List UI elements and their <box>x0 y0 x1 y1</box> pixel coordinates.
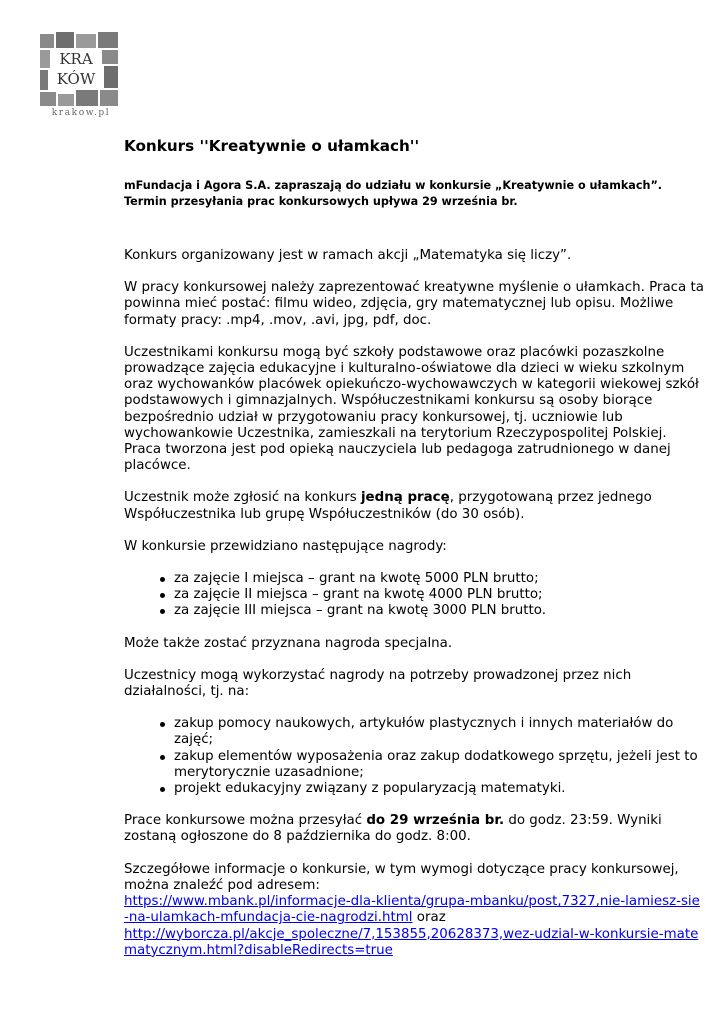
list-item: za zajęcie II miejsca – grant na kwotę 4000 PLN brutto; <box>174 587 704 603</box>
list-item: za zajęcie III miejsca – grant na kwotę 3000 PLN brutto. <box>174 603 704 619</box>
list-item: zakup pomocy naukowych, artykułów plastycznych i innych materiałów do zajęć; <box>174 716 704 748</box>
bold-one-work: jedną pracę <box>360 490 450 506</box>
list-item: za zajęcie I miejsca – grant na kwotę 5000 PLN brutto; <box>174 571 704 587</box>
lead-paragraph: mFundacja i Agora S.A. zapraszają do udziału w konkursie „Kreatywnie o ułamkach”. Termin przesyłania prac konkursowych upływa 29 września br. <box>124 179 663 208</box>
paragraph-participants: Uczestnikami konkursu mogą być szkoły podstawowe oraz placówki pozaszkolne prowadzące zajęcia edukacyjne i kulturalno-oświatowe dla dzieci w wieku szkolnym oraz wychowanków placówek opiekuńczo-wychowawczych w kategorii wiekowej szkół podstawowych i gimnazjalnych. Współuczestnikami konkursu są osoby biorące bezpośrednio udział w przygotowaniu pracy konkursowej, tj. uczniowie lub wychowankowie Uczestnika, zamieszkali na terytorium Rzeczypospolitej Polskiej. Praca tworzona jest pod opieką nauczyciela lub pedagoga zatrudnionego w danej placówce. <box>124 344 699 474</box>
paragraph-task: W pracy konkursowej należy zaprezentować kreatywne myślenie o ułamkach. Praca ta powinna mieć postać: filmu wideo, zdjęcia, gry matematycznej lub opisu. Możliwe formaty pracy: .mp4, .mov, .avi, jpg, pdf, doc. <box>124 280 704 328</box>
paragraph-entry: Uczestnik może zgłosić na konkurs jedną pracę, przygotowaną przez jednego Współuczestnika lub grupę Współuczestników (do 30 osób). <box>124 490 652 522</box>
uses-list <box>124 716 704 797</box>
paragraph-details: Szczegółowe informacje o konkursie, w tym wymogi dotyczące pracy konkursowej, można znaleźć pod adresem: https://www.mbank.pl/informacje-dla-klienta/grupa-mbanku/post,7327,nie-lamiesz-sie-na-ulamkach-mfundacja-cie-nagrodzi.html oraz http://wyborcza.pl/akcje_spoleczne/7,153855,20628373,wez-udzial-w-konkursie-matematycznym.html?disableRedirects=true <box>124 861 700 958</box>
svg-text:KÓW: KÓW <box>56 70 96 88</box>
paragraph-intro: Konkurs organizowany jest w ramach akcji „Matematyka się liczy”. <box>124 248 572 263</box>
page-title: Konkurs ''Kreatywnie o ułamkach'' <box>124 137 420 155</box>
mbank-link[interactable]: https://www.mbank.pl/informacje-dla-klienta/grupa-mbanku/post,7327,nie-lamiesz-sie-na-ulamkach-mfundacja-cie-nagrodzi.html <box>124 894 700 926</box>
list-item: zakup elementów wyposażenia oraz zakup dodatkowego sprzętu, jeżeli jest to merytorycznie uzasadnione; <box>174 749 704 781</box>
article <box>124 136 704 975</box>
logo-caption: krakow.pl <box>51 108 111 118</box>
wyborcza-link[interactable]: http://wyborcza.pl/akcje_spoleczne/7,153855,20628373,wez-udzial-w-konkursie-matematycznym.html?disableRedirects=true <box>124 926 699 958</box>
paragraph-prizes-intro: W konkursie przewidziano następujące nagrody: <box>124 538 447 554</box>
paragraph-deadline: Prace konkursowe można przesyłać do 29 września br. do godz. 23:59. Wyniki zostaną ogłoszone do 8 października do godz. 8:00. <box>124 813 662 845</box>
list-item: projekt edukacyjny związany z popularyzacją matematyki. <box>174 781 704 797</box>
bold-deadline: do 29 września br. <box>366 813 505 829</box>
paragraph-special-prize: Może także zostać przyznana nagroda specjalna. <box>124 635 453 651</box>
prizes-list <box>124 571 704 620</box>
svg-text:KRA: KRA <box>59 50 93 68</box>
paragraph-uses-intro: Uczestnicy mogą wykorzystać nagrody na potrzeby prowadzonej przez nich działalności, tj. na: <box>124 667 632 700</box>
